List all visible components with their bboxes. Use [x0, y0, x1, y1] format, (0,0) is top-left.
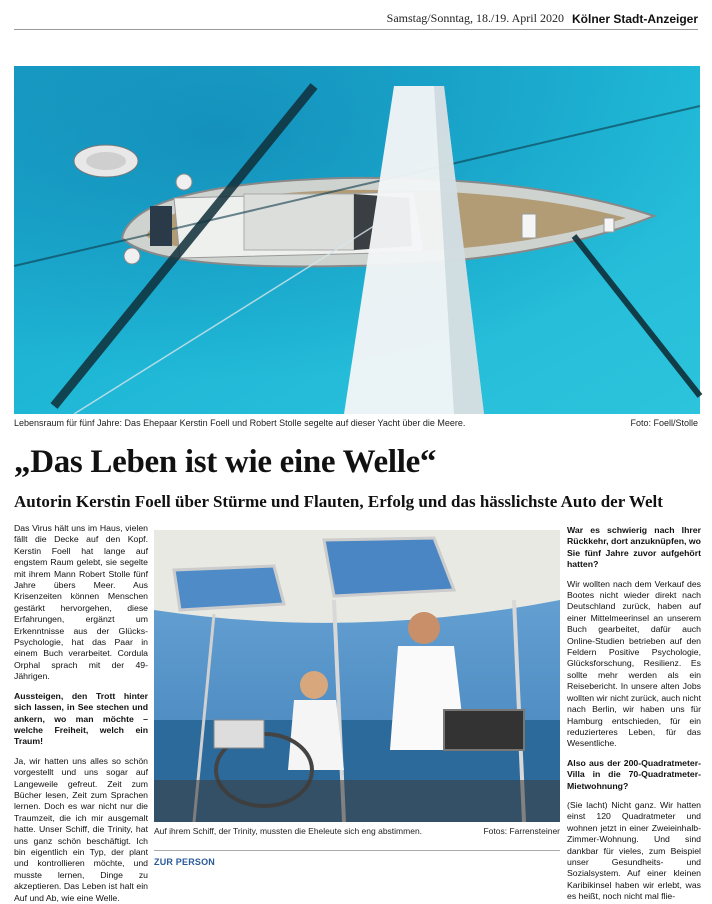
interview-question-1: Aussteigen, den Trott hinter sich lassen, in See stechen und ankern, wo man möchte – welche Freiheit, welch ein Traum! — [14, 690, 148, 747]
hero-caption: Lebensraum für fünf Jahre: Das Ehepaar Kerstin Foell und Robert Stolle segelte auf dieser Yacht über die Meere. — [14, 418, 466, 428]
headline: „Das Leben ist wie eine Welle“ — [14, 444, 437, 480]
section-label-zur-person: ZUR PERSON — [154, 850, 560, 867]
article-column-left — [14, 523, 148, 903]
hero-credit: Foto: Foell/Stolle — [630, 418, 698, 428]
interview-answer-3: (Sie lacht) Nicht ganz. Wir hatten einst 120 Quadratmeter und wohnen jetzt in einer Zweieinhalb-Zimmer-Wohnung. Und sind dankbar für vieles, zum Beispiel unser Gesundheits- und Sozialsystem. Auf einer kleinen Karibikinsel haben wir erlebt, was es heißt, noch nicht mal flie- — [567, 799, 701, 902]
photo-couple-on-boat — [154, 530, 560, 822]
photo2-credit: Fotos: Farrensteiner — [483, 826, 560, 836]
article-column-right — [567, 525, 701, 902]
interview-answer-2: Wir wollten nach dem Verkauf des Bootes nicht wieder direkt nach Deutschland zurück, haben auf einer Mittelmeerinsel an unserem Buch gearbeitet, dafür auch Online-Studien betrieben auf den Feldern Positive Psychologie, Glücksforschung, Resilienz. Es sollte mehr werden als ein Reisebericht. In unsere alten Jobs wollten wir nicht zurück, auch nicht nach Berlin, wir haben uns für Hamburg entschieden, für ein reduzierteres Leben, für das Wesentliche. — [567, 578, 701, 749]
interview-question-2: War es schwierig nach Ihrer Rückkehr, dort anzuknüpfen, wo Sie fünf Jahre zuvor aufgehört hatten? — [567, 525, 701, 570]
photo2-caption: Auf ihrem Schiff, der Trinity, mussten die Eheleute sich eng abstimmen. — [154, 826, 423, 836]
masthead — [14, 8, 698, 30]
hero-photo-yacht — [14, 66, 700, 414]
issue-date: Samstag/Sonntag, 18./19. April 2020 — [386, 11, 564, 25]
article-lead: Das Virus hält uns im Haus, vielen fällt die Decke auf den Kopf. Kerstin Foell hat lange auf engstem Raum gelebt, sie segelte mit ihrem Mann Robert Stolle fünf Jahre übers Meer. Aus Krisenzeiten können Menschen gestärkt hervorgehen, diese Erfahrungen, ergänzt um Erkenntnisse aus der Glücks-Psychologie, hat das Paar in einem Buch verarbeitet. Cordula Orphal sprach mit der 49-Jährigen. — [14, 523, 148, 682]
interview-question-3: Also aus der 200-Quadratmeter-Villa in die 70-Quadratmeter-Mietwohnung? — [567, 757, 701, 791]
subheadline: Autorin Kerstin Foell über Stürme und Flauten, Erfolg und das hässlichste Auto der Welt — [14, 492, 663, 511]
interview-answer-1: Ja, wir hatten uns alles so schön vorgestellt und uns sogar auf Langeweile gefreut. Zeit zum Bücher lesen, Zeit zum Sprachen lernen. Doch es war nicht nur die Traumzeit, die ich mir ausgemalt hatte. Unser Schiff, die Trinity, hat uns ganz schön beschäftigt. Ich bin eigentlich ein Typ, der plant und kontrollieren möchte, und musste lernen, Dinge zu akzeptieren. Das Leben ist halt ein Auf und Ab, wie eine Welle. — [14, 755, 148, 903]
hero-caption-row — [14, 418, 698, 432]
photo2-caption-row — [154, 826, 560, 836]
newspaper-name: Kölner Stadt-Anzeiger — [571, 12, 698, 26]
